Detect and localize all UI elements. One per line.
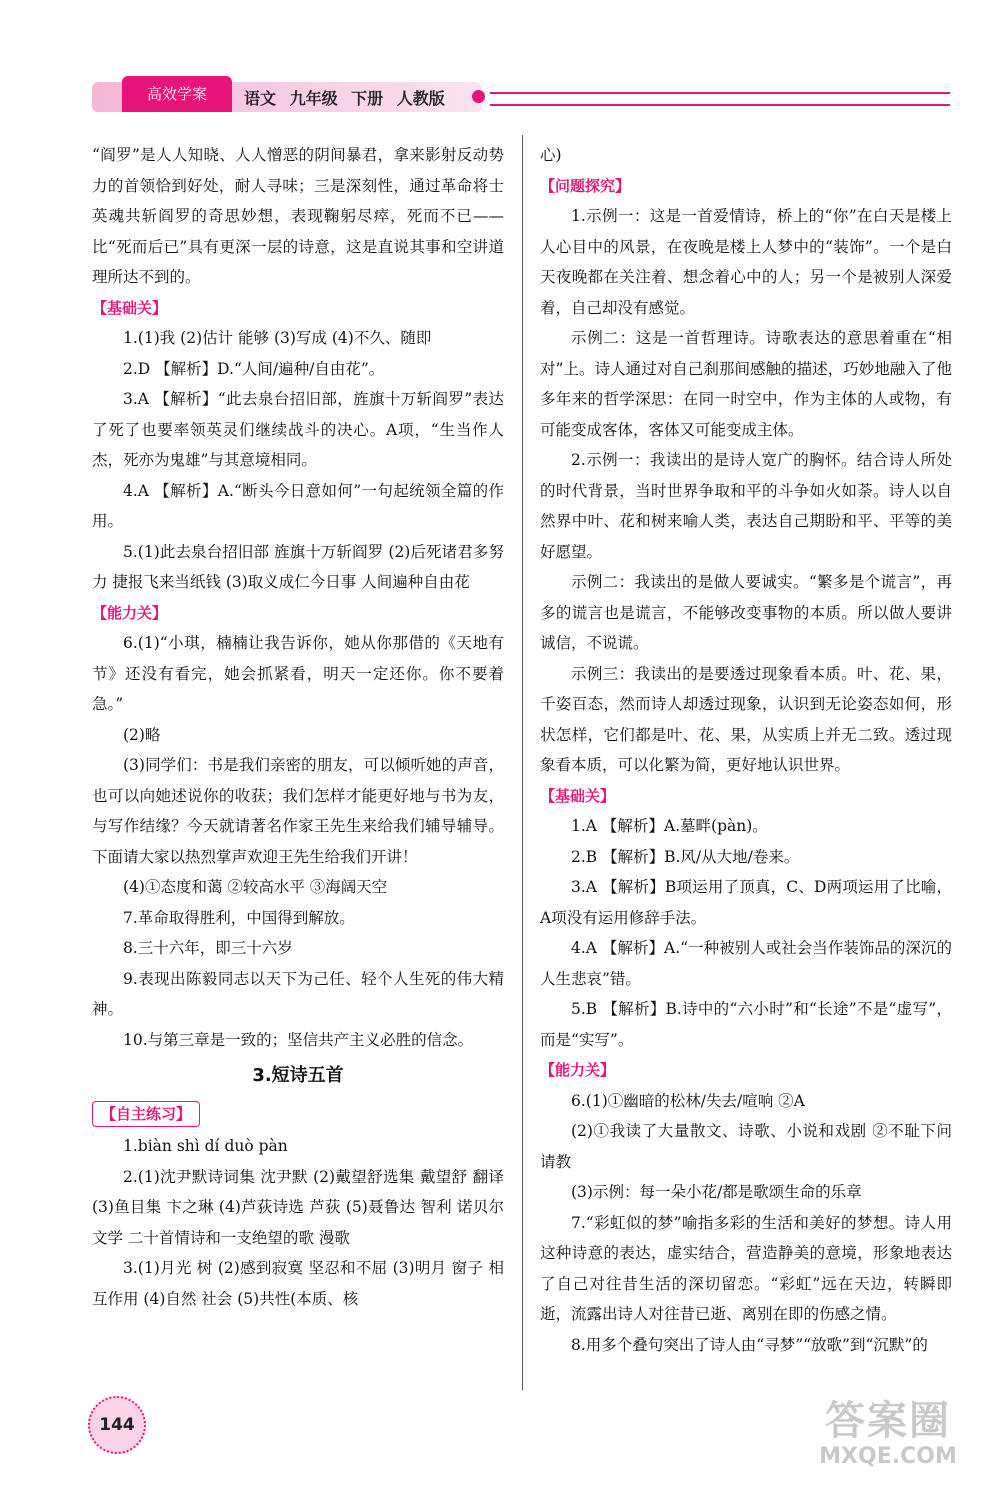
answer-line: 6.(1)①幽暗的松林/失去/喧响 ②A <box>571 1091 805 1110</box>
answer-line: 6.(1)“小琪，楠楠让我告诉你，她从你那借的《天地有节》还没有看完，她会抓紧看，明天一定还你。你不要着急。” <box>92 634 504 713</box>
answer-line: 1.biàn shì dí duò pàn <box>123 1137 288 1155</box>
answer-paragraph: 2.示例一：我读出的是诗人宽广的胸怀。结合诗人所处的时代背景，当时世界争取和平的斗争如火如荼。诗人以自然界中叶、花和树来喻人类，表达自己期盼和平、平等的美好愿望。 <box>540 451 952 561</box>
section-title: 3.短诗五首 <box>252 1065 344 1086</box>
watermark-text: 答案圈 <box>825 1398 951 1444</box>
section-tag-nengli: 【能力关】 <box>92 603 168 622</box>
answer-line: (3)示例：每一朵小花/都是歌颂生命的乐章 <box>571 1183 862 1201</box>
answer-line: 3.(1)月光 树 (2)感到寂寞 坚忍和不屈 (3)明月 窗子 相互作用 (4)自然 社会 (5)共性(本质、核 <box>92 1259 504 1308</box>
left-column <box>92 140 504 1314</box>
answer-paragraph: 示例三：我读出的是要透过现象看本质。叶、花、果，千姿百态，然而诗人却透过现象，认识到无论姿态如何，形状怎样，它们都是叶、花、果，从实质上并无二致。透过现象看本质，可以化繁为简，更好地认识世界。 <box>540 664 952 774</box>
section-tag-wenti: 【问题探究】 <box>540 176 631 195</box>
answer-line: 3.A 【解析】B项运用了顶真，C、D两项运用了比喻，A项没有运用修辞手法。 <box>540 878 952 927</box>
answer-line: (2)①我读了大量散文、诗歌、小说和戏剧 ②不耻下问 请教 <box>540 1122 952 1171</box>
answer-line: 8.用多个叠句突出了诗人由“寻梦”“放歌”到“沉默”的 <box>571 1335 928 1354</box>
page-number-badge: 144 <box>88 1396 146 1454</box>
answer-paragraph: 示例二：这是一首哲理诗。诗歌表达的意思着重在“相对”上。诗人通过对自己刹那间感触的描述，巧妙地融入了他多年来的哲学深思：在同一时空中，作为主体的人或物，有可能变成客体，客体又可能变成主体。 <box>540 329 952 439</box>
header-rule <box>490 92 950 106</box>
answer-line: 8.三十六年，即三十六岁 <box>123 939 293 957</box>
answer-line: 4.A 【解析】A.“一种被别人或社会当作装饰品的深沉的人生悲哀”错。 <box>540 939 952 988</box>
answer-line: 2.B 【解析】B.风/从大地/卷来。 <box>571 847 800 866</box>
section-tag-zizhu: 【自主练习】 <box>92 1101 200 1127</box>
answer-line: 5.B 【解析】B.诗中的“六小时”和“长途”不是“虚写”，而是“实写”。 <box>540 1000 952 1049</box>
header-book-info: 语文 九年级 下册 人教版 <box>244 89 445 108</box>
answer-line: 1.(1)我 (2)估计 能够 (3)写成 (4)不久、随即 <box>123 329 432 347</box>
answer-line: 10.与第三章是一致的；坚信共产主义必胜的信念。 <box>123 1030 474 1049</box>
watermark-logo <box>808 1398 968 1476</box>
answer-line: 5.(1)此去泉台招旧部 旌旗十万斩阎罗 (2)后死诸君多努力 捷报飞来当纸钱 (3)取义成仁今日事 人间遍种自由花 <box>92 542 504 591</box>
answer-line: 4.A 【解析】A.“断头今日意如何”一句起统领全篇的作用。 <box>92 481 504 530</box>
section-tag-jichu: 【基础关】 <box>92 298 168 317</box>
answer-paragraph: 示例二：我读出的是做人要诚实。“繁多是个谎言”，再多的谎言也是谎言，不能够改变事物的本质。所以做人要讲诚信，不说谎。 <box>540 573 952 652</box>
answer-line: 3.A 【解析】“此去泉台招旧部，旌旗十万斩阎罗”表达了死了也要率领英灵们继续战斗的决心。A项，“生当作人杰，死亦为鬼雄”与其意境相同。 <box>92 390 504 469</box>
answer-line: 2.(1)沈尹默诗词集 沈尹默 (2)戴望舒选集 戴望舒 翻译 (3)鱼目集 卞之琳 (4)芦荻诗选 芦荻 (5)聂鲁达 智利 诺贝尔文学 二十首情诗和一支绝望的歌 漫歌 <box>92 1167 504 1247</box>
answer-line: (3)同学们：书是我们亲密的朋友，可以倾听她的声音，也可以向她述说你的收获；我们怎样才能更好地与书为友，与写作结缘？今天就请著名作家王先生来给我们辅导辅导。下面请大家以热烈掌声欢迎王先生给我们开讲！ <box>92 756 504 866</box>
section-tag-nengli: 【能力关】 <box>540 1061 616 1079</box>
answer-line: (4)①态度和蔼 ②较高水平 ③海阔天空 <box>123 878 388 896</box>
answer-line: 9.表现出陈毅同志以天下为己任、轻个人生死的伟大精神。 <box>92 969 504 1018</box>
watermark-domain: MXQE.COM <box>819 1444 957 1469</box>
answer-paragraph: 7.“彩虹似的梦”喻指多彩的生活和美好的梦想。诗人用这种诗意的表达，虚实结合，营造静美的意境，形象地表达了自己对往昔生活的深切留恋。“彩虹”远在天边，转瞬即逝，流露出诗人对往昔已逝、离别在即的伤感之情。 <box>540 1213 952 1323</box>
header-brand: 高效学案 <box>122 76 232 112</box>
answer-paragraph: 1.示例一：这是一首爱情诗，桥上的“你”在白天是楼上人心目中的风景，在夜晚是楼上人梦中的“装饰”。一个是白天夜晚都在关注着、想念着心中的人；另一个是被别人深爱着，自己却没有感觉。 <box>540 207 952 317</box>
answer-line: 2.D 【解析】D.“人间/遍种/自由花”。 <box>123 359 385 378</box>
answer-line: 心) <box>540 146 562 164</box>
answer-line: 7.革命取得胜利，中国得到解放。 <box>123 908 355 927</box>
answer-line: (2)略 <box>123 725 161 744</box>
column-divider <box>522 135 523 1390</box>
right-column <box>540 140 952 1360</box>
page-header <box>92 72 952 120</box>
section-tag-jichu: 【基础关】 <box>540 786 616 805</box>
answer-line: 1.A 【解析】A.墓畔(pàn)。 <box>571 817 768 835</box>
header-dot-icon <box>472 90 485 103</box>
answer-paragraph: “阎罗”是人人知晓、人人憎恶的阴间暴君，拿来影射反动势力的首领恰到好处，耐人寻味；三是深刻性，通过革命将士英魂共斩阎罗的奇思妙想，表现鞠躬尽瘁，死而不已——比“死而后已”具有更深一层的诗意，这是直说其事和空讲道理所达不到的。 <box>92 146 504 286</box>
